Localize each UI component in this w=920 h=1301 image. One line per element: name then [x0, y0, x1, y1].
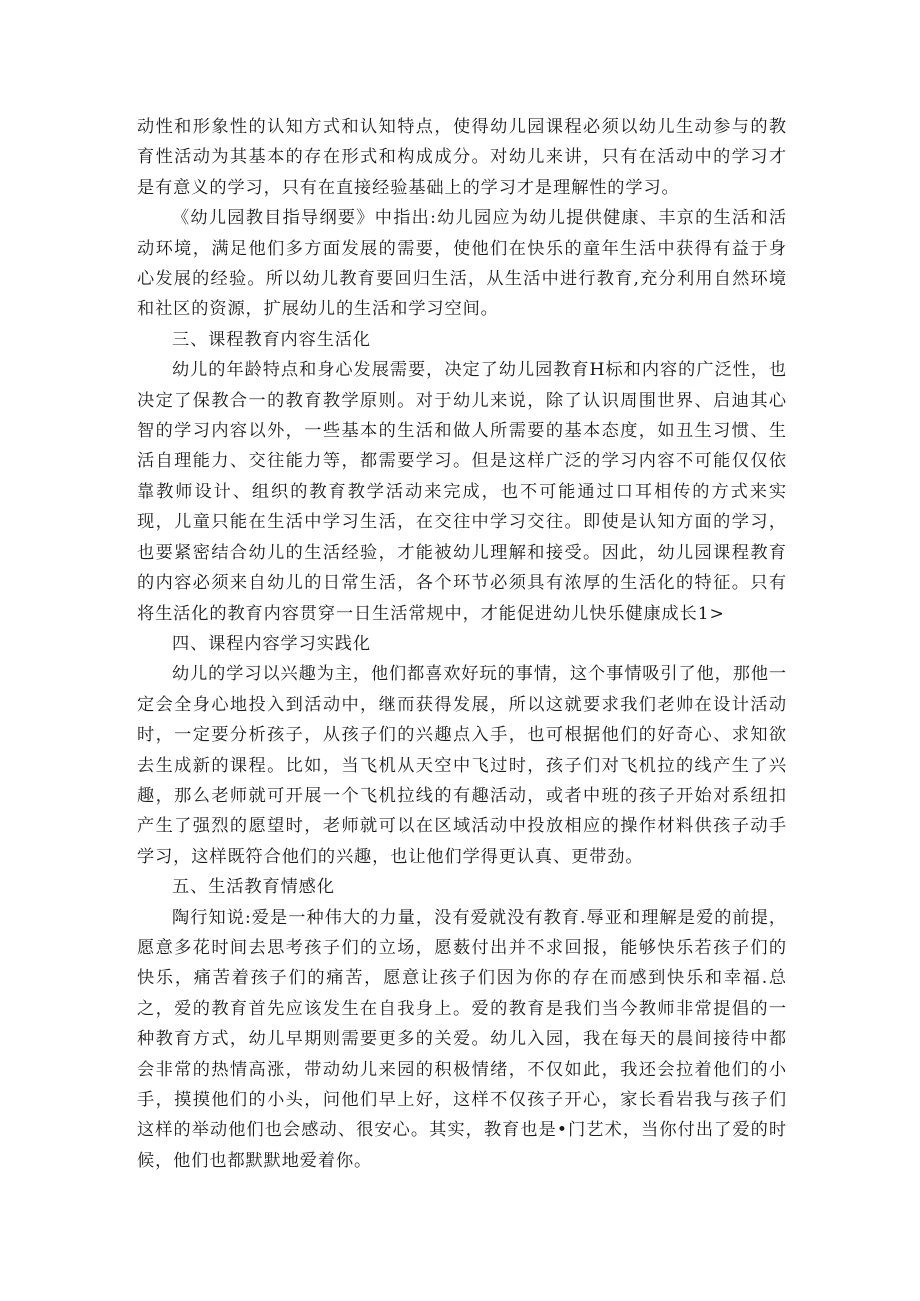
paragraph-intro-continued: 动性和形象性的认知方式和认知特点，使得幼儿园课程必须以幼儿生动参与的教育性活动为其基本的存在形式和构成成分。对幼儿来讲，只有在活动中的学习才是有意义的学习，只有在直接经验基础上的学习才是理解性的学习。: [137, 117, 787, 198]
paragraph-section-4: 幼儿的学习以兴趣为主，他们都喜欢好玩的事情，这个事情吸引了他，那他一定会全身心地投入到活动中，继而获得发展，所以这就要求我们老帅在设计活动时，一定要分析孩子，从孩子们的兴趣点入手，也可根据他们的好奇心、求知欲去生成新的课程。比如，当飞机从天空中飞过时，孩子们对飞机拉的线产生了兴趣，那么老师就可开展一个飞机拉线的有趣活动，或者中班的孩子开始对系纽扣产生了强烈的愿望时，老师就可以在区域活动中投放相应的操作材料供孩子动手学习，这样既符合他们的兴趣，也让他们学得更认真、更带劲。: [137, 664, 787, 867]
paragraph-section-5: 陶行知说:爱是一种伟大的力量，没有爱就没有教育.辱亚和理解是爱的前提，愿意多花时间去思考孩子们的立场，愿薮付出并不求回报，能够快乐若孩子们的快乐，痛苦着孩子们的痛苦，愿意让孩子们因为你的存在而感到快乐和幸福.总之，爱的教育首先应该发生在自我身上。爱的教育是我们当今教师非常提倡的一种教育方式，幼儿早期则需要更多的关爱。幼儿入园，我在每天的晨间接待中都会非常的热情高涨，带动幼儿来园的积极情绪，不仅如此，我还会拉着他们的小手，摸摸他们的小头，问他们早上好，这样不仅孩子开心，家长看岩我与孩子们这样的举动他们也会感动、很安心。其实，教育也是•门艺术，当你付出了爱的时候，他们也都默默地爱着你。: [137, 907, 787, 1171]
section-heading-3: 三、课程教育内容生活化: [172, 329, 371, 350]
section-heading-4: 四、课程内容学习实践化: [172, 633, 371, 654]
document-body: [137, 112, 787, 1176]
paragraph-guideline-quote: 《幼儿园教目指导纲要》中指出:幼儿园应为幼儿提供健康、丰京的生活和活动环境，满足他们多方面发展的需要，使他们在快乐的童年生活中获得有益于身心发展的经验。所以幼儿教育要回归生活，从生活中进行教育,充分利用自然环境和社区的资源，扩展幼儿的生活和学习空间。: [137, 208, 787, 320]
section-heading-5: 五、生活教育情感化: [172, 877, 335, 898]
paragraph-section-3: 幼儿的年龄特点和身心发展需要，决定了幼儿园教育H标和内容的广泛性，也决定了保教合一的教育教学原则。对于幼儿来说，除了认识周围世界、启迪其心智的学习内容以外，一些基本的生活和做人所需要的基本态度，如丑生习惯、生活自理能力、交往能力等，都需要学习。但是这样广泛的学习内容不可能仅仅依靠教师设计、组织的教育教学活动来完成，也不可能通过口耳相传的方式来实现，儿童只能在生活中学习生活，在交往中学习交往。即使是认知方面的学习，也要紧密结合幼儿的生活经验，才能被幼儿理解和接受。因此，幼儿园课程教育的内容必须来自幼儿的日常生活，各个环节必须具有浓厚的生活化的特征。只有将生活化的教育内容贯穿一日生活常规中，才能促进幼儿快乐健康成长1>: [137, 360, 787, 624]
